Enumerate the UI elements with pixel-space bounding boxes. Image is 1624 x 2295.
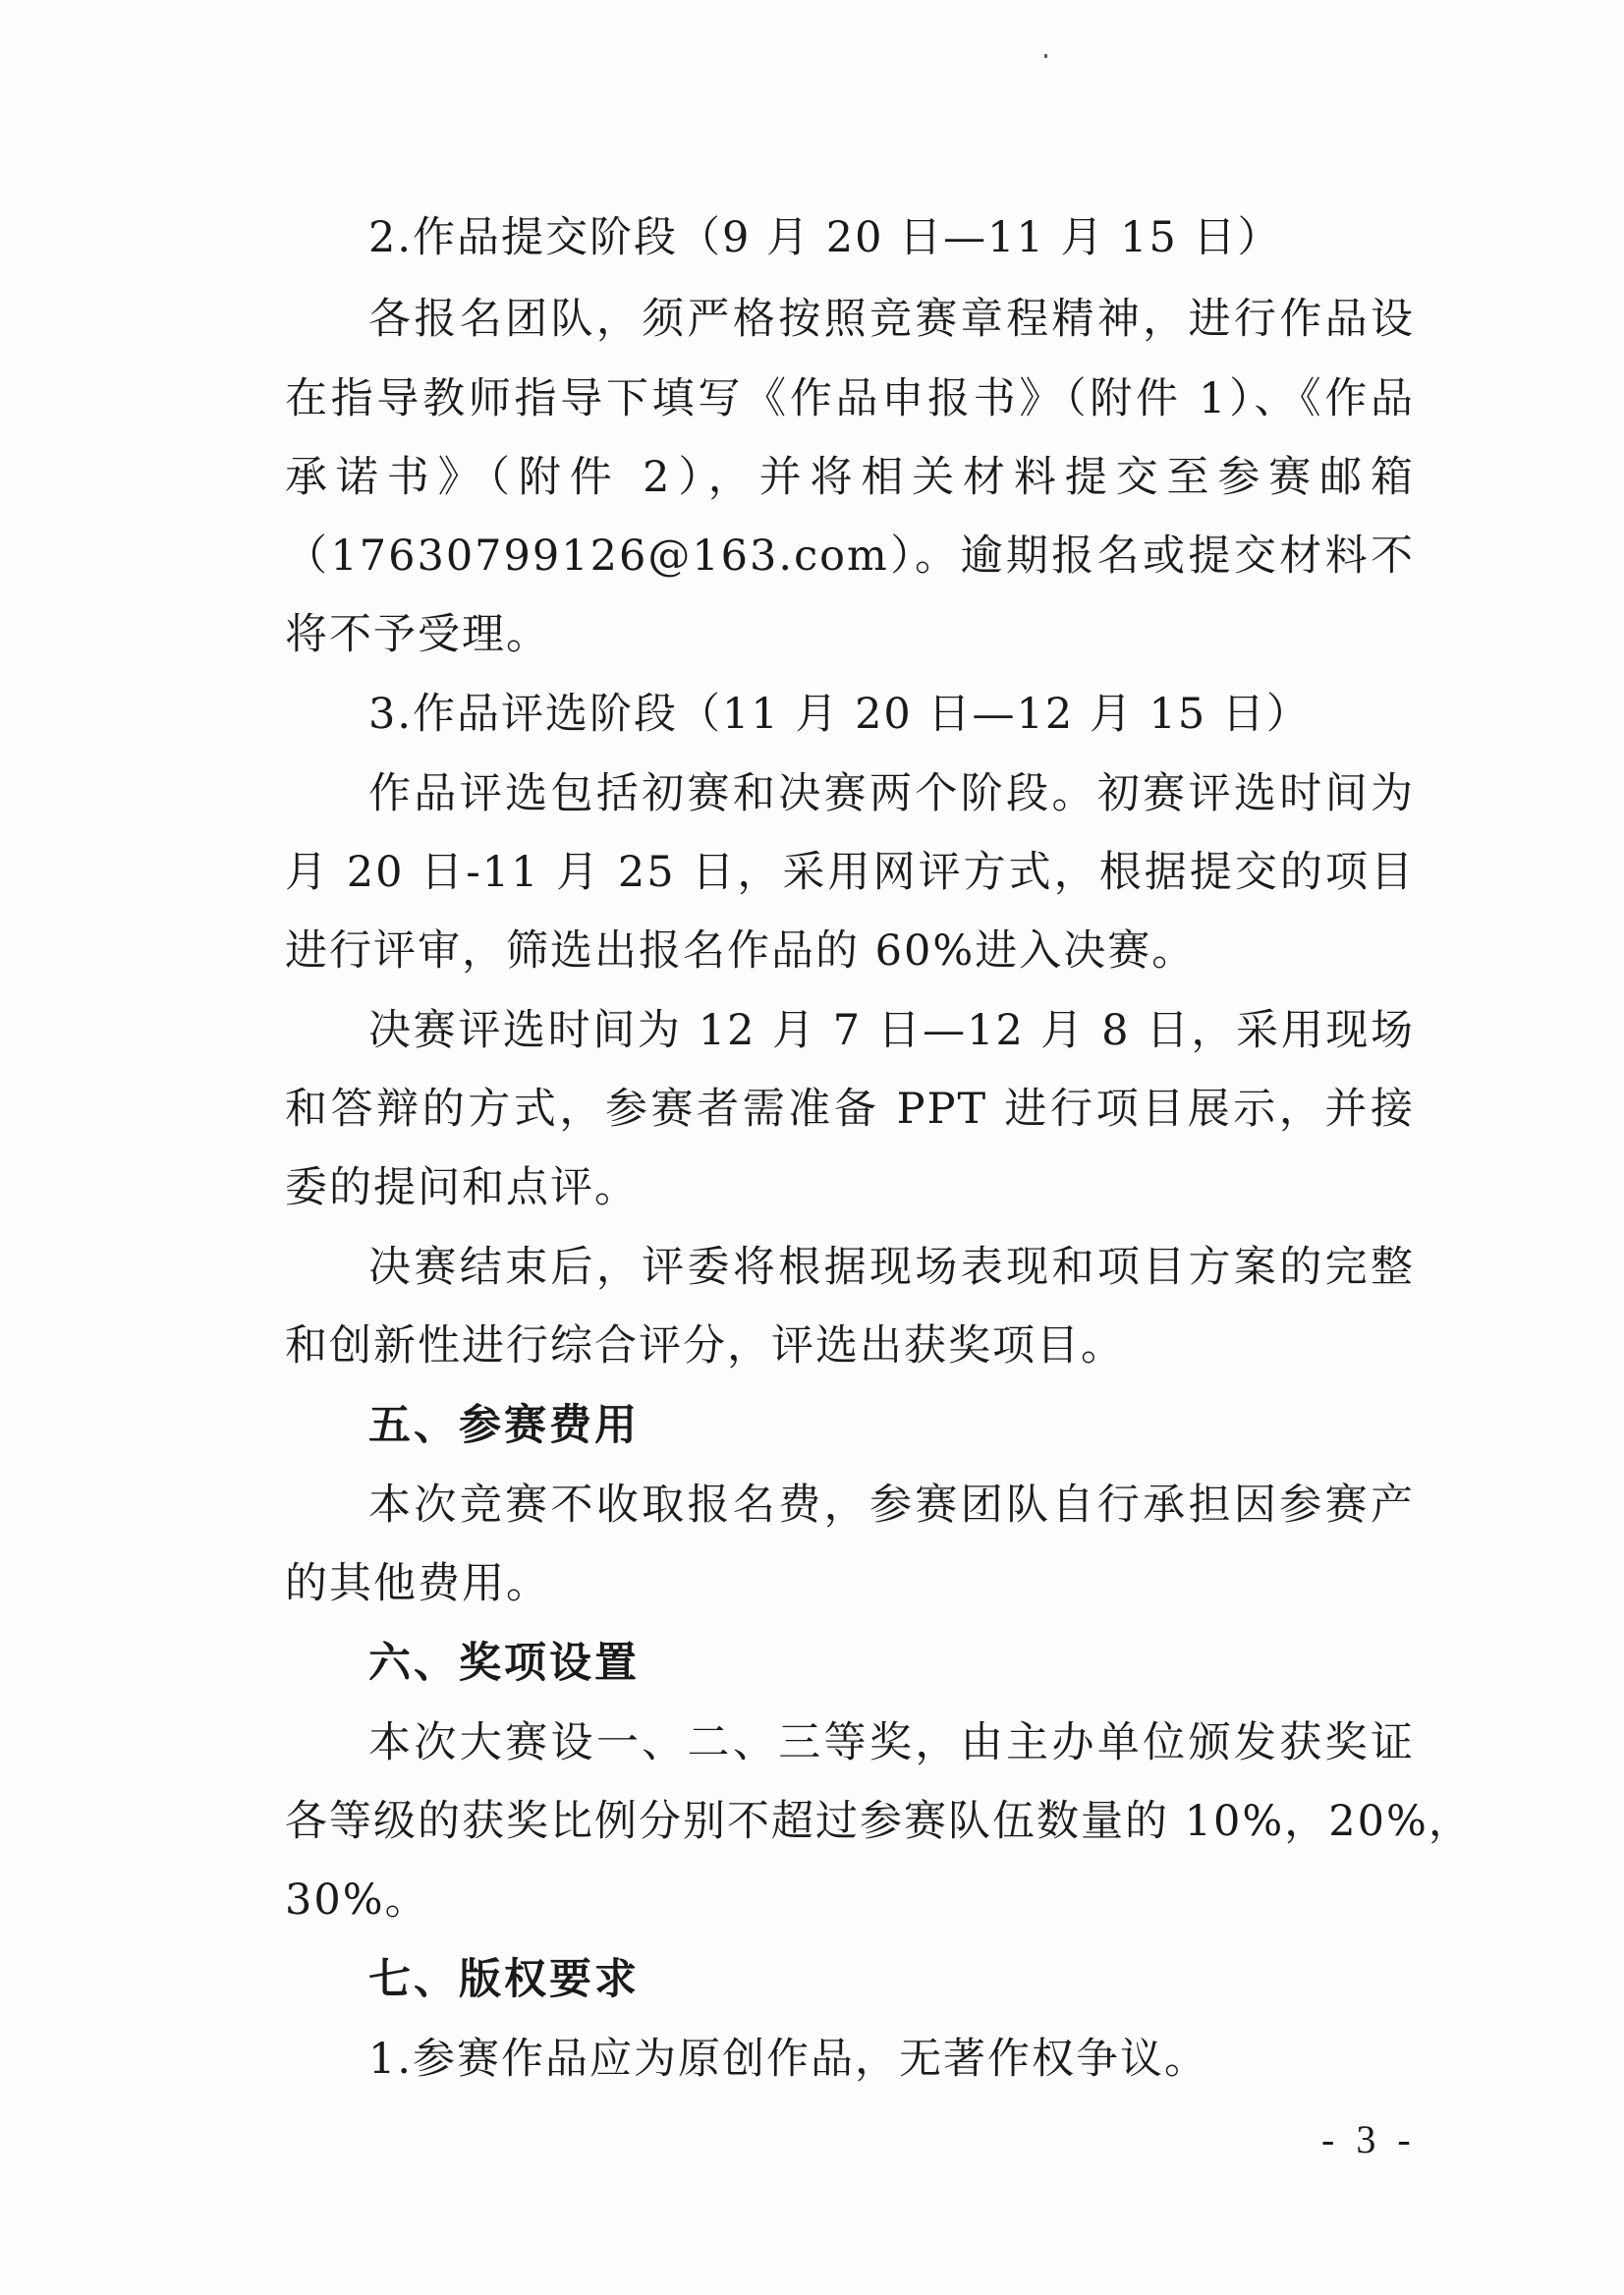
subheading-submission-stage: 2.作品提交阶段（9 月 20 日—11 月 15 日） — [368, 213, 1282, 262]
paragraph-line: 决赛评选时间为 12 月 7 日—12 月 8 日，采用现场 — [368, 1006, 1415, 1055]
paragraph-line: 委的提问和点评。 — [285, 1163, 639, 1212]
paragraph-line: 的其他费用。 — [285, 1559, 550, 1608]
paragraph-line: 各报名团队，须严格按照竞赛章程精神，进行作品设 — [368, 295, 1415, 344]
section-heading-fees: 五、参赛费用 — [368, 1401, 640, 1450]
paragraph-line: 进行评审，筛选出报名作品的 60%进入决赛。 — [285, 926, 1197, 976]
paragraph-line: 作品评选包括初赛和决赛两个阶段。初赛评选时间为 — [368, 769, 1415, 818]
section-heading-awards: 六、奖项设置 — [368, 1639, 640, 1688]
paragraph-line: 1.参赛作品应为原创作品，无著作权争议。 — [368, 2035, 1209, 2084]
paragraph-line: 本次大赛设一、二、三等奖，由主办单位颁发获奖证 — [368, 1718, 1415, 1767]
paragraph-line: 在指导教师指导下填写《作品申报书》（附件 1）、《作品 — [285, 374, 1415, 423]
paragraph-line: 决赛结束后，评委将根据现场表现和项目方案的完整 — [368, 1243, 1415, 1292]
paragraph-line: 和答辩的方式，参赛者需准备 PPT 进行项目展示，并接 — [285, 1085, 1415, 1134]
paragraph-line: （17630799126@163.com）。逾期报名或提交材料不 — [285, 532, 1415, 581]
paragraph-line: 30%。 — [285, 1875, 429, 1925]
subheading-review-stage: 3.作品评选阶段（11 月 20 日—12 月 15 日） — [368, 690, 1311, 739]
paragraph-line: 将不予受理。 — [285, 610, 550, 659]
paragraph-line: 各等级的获奖比例分别不超过参赛队伍数量的 10%，20%， — [285, 1797, 1473, 1846]
paragraph-line: 本次竞赛不收取报名费，参赛团队自行承担因参赛产 — [368, 1481, 1415, 1530]
paragraph-line: 月 20 日-11 月 25 日，采用网评方式，根据提交的项目 — [285, 848, 1415, 897]
scan-speck — [1044, 54, 1047, 58]
section-heading-copyright: 七、版权要求 — [368, 1955, 640, 2004]
page-number: - 3 - — [1321, 2117, 1417, 2161]
paragraph-line: 和创新性进行综合评分，评选出获奖项目。 — [285, 1321, 1125, 1371]
paragraph-line: 承诺书》（附件 2），并将相关材料提交至参赛邮箱 — [285, 453, 1415, 502]
